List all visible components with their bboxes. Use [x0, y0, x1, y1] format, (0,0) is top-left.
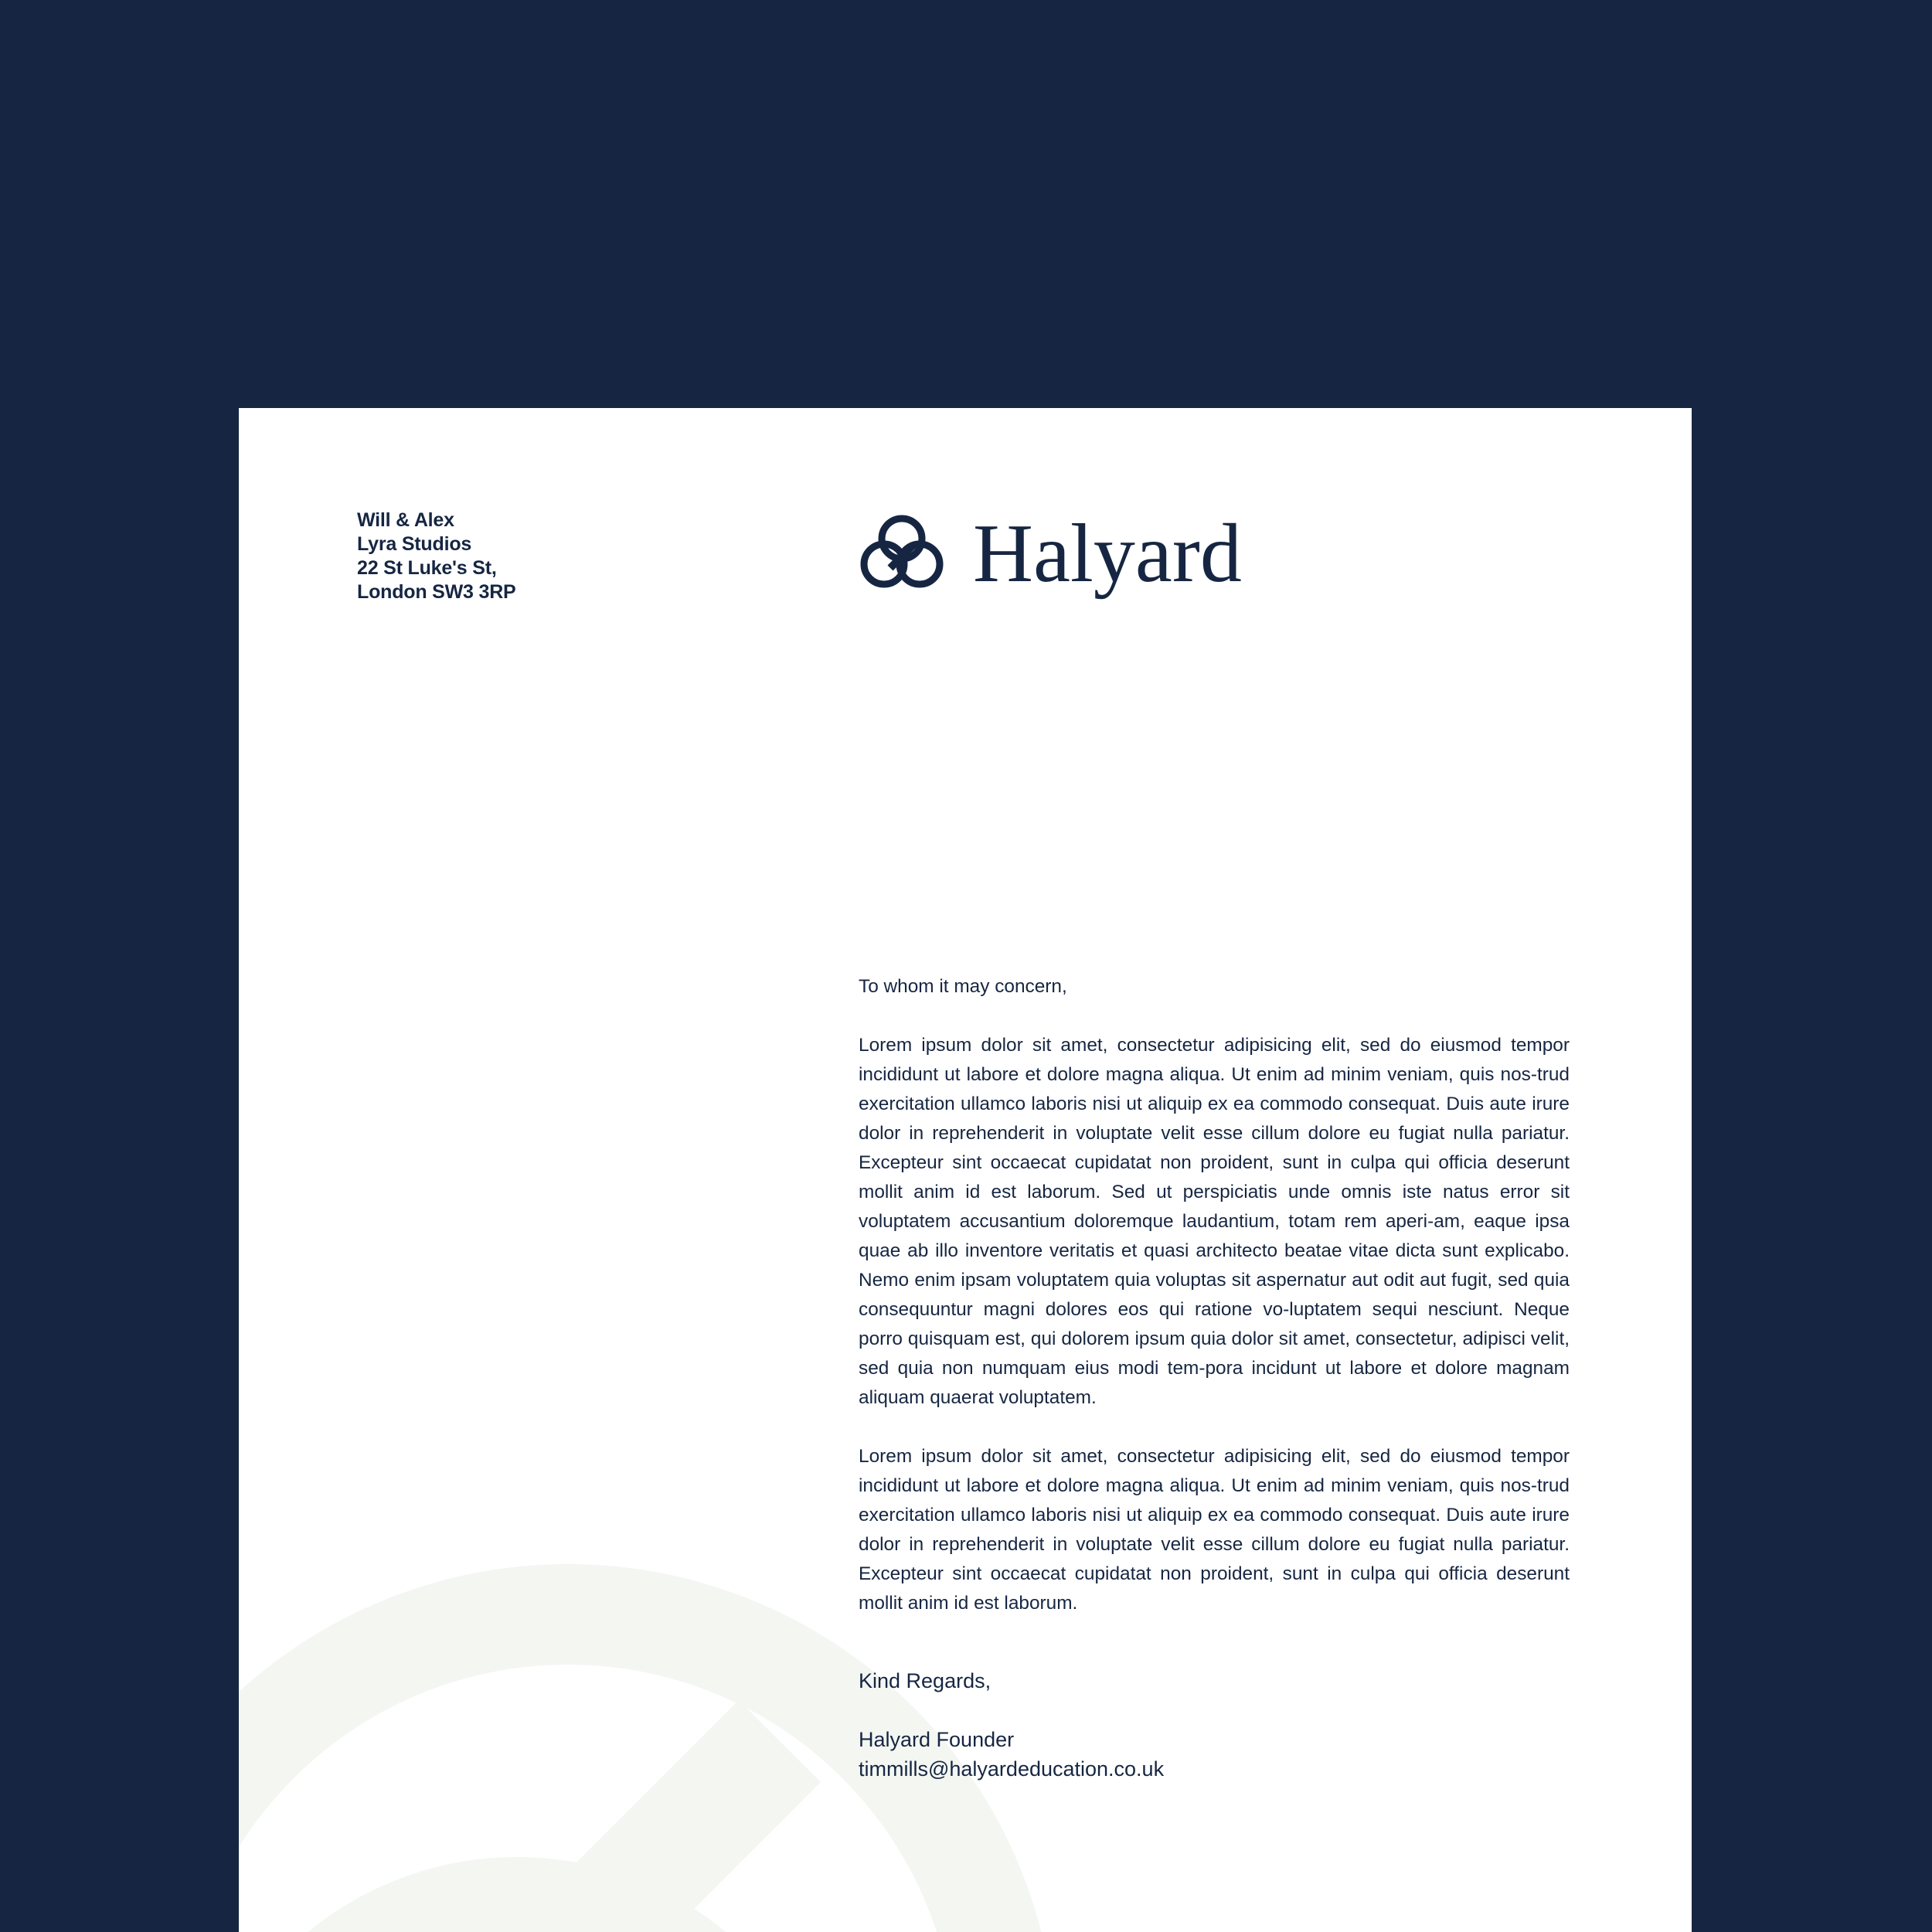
address-line-company: Lyra Studios	[357, 533, 472, 555]
letter-paragraph-1: Lorem ipsum dolor sit amet, consectetur adipisicing elit, sed do eiusmod tempor incididunt ut labore et dolore magna aliqua. Ut enim ad minim veniam, quis nos-trud exercitation ullamco laboris nisi ut aliquip ex ea commodo consequat. Duis aute irure dolor in reprehenderit in voluptate velit esse cillum dolore eu fugiat nulla pariatur. Excepteur sint occaecat cupidatat non proident, sunt in culpa qui officia deserunt mollit anim id est laborum. Sed ut perspiciatis unde omnis iste natus error sit voluptatem accusantium doloremque laudantium, totam rem aperi-am, eaque ipsa quae ab illo inventore veritatis et quasi architecto beatae vitae dicta sunt explicabo. Nemo enim ipsam voluptatem quia voluptas sit aspernatur aut odit aut fugit, sed quia consequuntur magni dolores eos qui ratione vo-luptatem sequi nesciunt. Neque porro quisquam est, qui dolorem ipsum quia dolor sit amet, consectetur, adipisci velit, sed quia non numquam eius modi tem-pora incidunt ut labore et dolore magnam aliquam quaerat voluptatem.	[859, 1035, 1570, 1408]
letterhead-page	[239, 408, 1692, 1932]
interlocking-loops-icon	[858, 512, 947, 601]
letter-closing: Kind Regards,	[859, 1669, 992, 1692]
brand-wordmark: Halyard	[973, 508, 1242, 600]
signature-block	[859, 1725, 1570, 1784]
signer-email: timmills@halyardeducation.co.uk	[859, 1757, 1165, 1781]
letter-body	[859, 972, 1570, 1784]
signer-title: Halyard Founder	[859, 1728, 1015, 1751]
letter-paragraph-2: Lorem ipsum dolor sit amet, consectetur adipisicing elit, sed do eiusmod tempor incididunt ut labore et dolore magna aliqua. Ut enim ad minim veniam, quis nos-trud exercitation ullamco laboris nisi ut aliquip ex ea commodo consequat. Duis aute irure dolor in reprehenderit in voluptate velit esse cillum dolore eu fugiat nulla pariatur. Excepteur sint occaecat cupidatat non proident, sunt in culpa qui officia deserunt mollit anim id est laborum.	[859, 1446, 1570, 1614]
address-line-city: London SW3 3RP	[357, 581, 516, 603]
sender-address	[357, 509, 516, 604]
address-line-street: 22 St Luke's St,	[357, 557, 497, 579]
letter-greeting: To whom it may concern,	[859, 976, 1067, 997]
address-line-name: Will & Alex	[357, 509, 454, 531]
